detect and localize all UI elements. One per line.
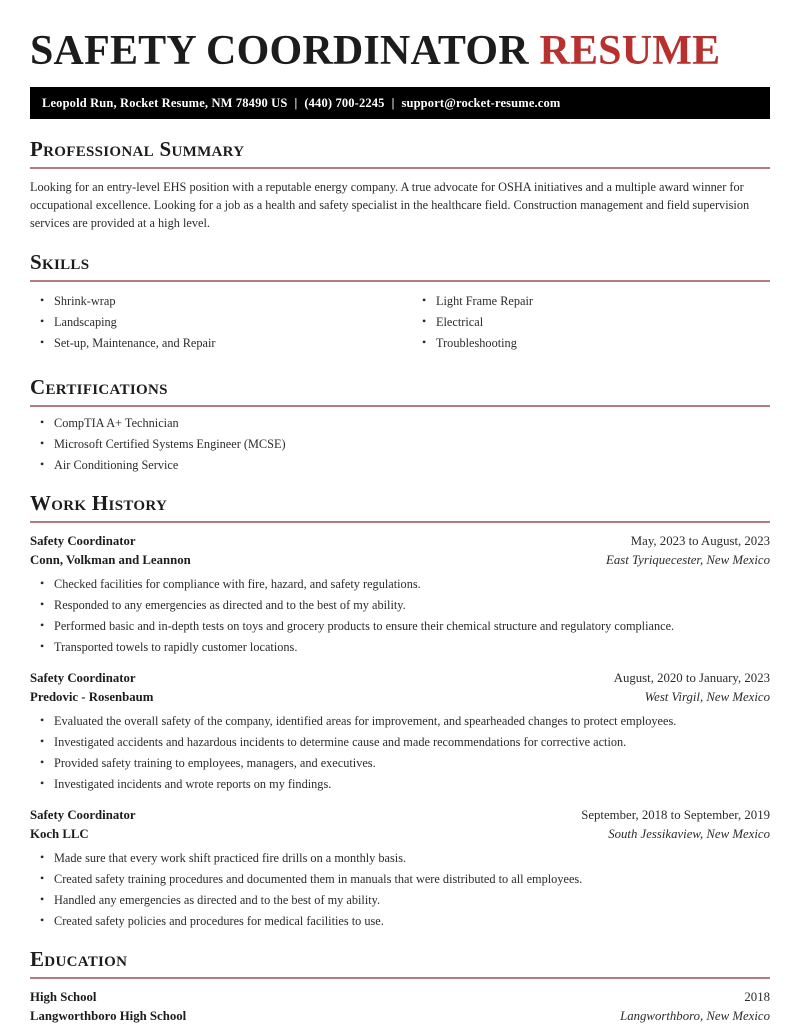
section-certifications	[0, 375, 800, 473]
list-item: • Shrink-wrap	[54, 294, 400, 309]
section-work-history	[0, 491, 800, 929]
job-title: Safety Coordinator	[30, 534, 136, 548]
job-dates: August, 2020 to January, 2023	[613, 671, 770, 685]
list-item: • Microsoft Certified Systems Engineer (MCSE)	[54, 437, 770, 452]
job-location: South Jessikaview, New Mexico	[608, 827, 770, 841]
list-item: • Investigated accidents and hazardous incidents to determine cause and made recommendations for corrective action.	[54, 735, 770, 750]
work-entry-company-row	[30, 551, 770, 570]
school-name: Langworthboro High School	[30, 1009, 187, 1023]
work-entry	[30, 806, 770, 929]
skills-list-right	[412, 294, 770, 351]
section-heading-skills: Skills	[30, 250, 90, 274]
work-entry-company-row	[30, 825, 770, 844]
job-location: East Tyriquecester, New Mexico	[606, 553, 770, 567]
page-title	[30, 26, 770, 76]
list-item: • Troubleshooting	[436, 336, 770, 351]
job-dates: May, 2023 to August, 2023	[630, 534, 770, 548]
list-item: • Handled any emergencies as directed and to the best of my ability.	[54, 893, 770, 908]
company-name: Predovic - Rosenbaum	[30, 690, 154, 704]
list-item: • Responded to any emergencies as directed and to the best of my ability.	[54, 598, 770, 613]
job-dates: September, 2018 to September, 2019	[581, 808, 770, 822]
section-heading-summary: Professional Summary	[30, 137, 245, 161]
list-item: • CompTIA A+ Technician	[54, 416, 770, 431]
section-education	[0, 947, 800, 1026]
resume-header	[0, 0, 800, 76]
education-entry	[30, 988, 770, 1026]
contact-phone[interactable]: (440) 700-2245	[304, 95, 385, 110]
list-item: • Performed basic and in-depth tests on toys and grocery products to ensure their chemical structure and regulatory compliance.	[54, 619, 770, 634]
work-entry-title-row	[30, 806, 770, 825]
contact-bar	[30, 87, 770, 119]
list-item: • Evaluated the overall safety of the company, identified areas for improvement, and spearheaded changes to protect employees.	[54, 714, 770, 729]
work-entry-title-row	[30, 669, 770, 688]
education-degree-row	[30, 988, 770, 1007]
work-entry-title-row	[30, 532, 770, 551]
list-item: • Checked facilities for compliance with fire, hazard, and safety regulations.	[54, 577, 770, 592]
contact-address: Leopold Run, Rocket Resume, NM 78490 US	[42, 95, 288, 110]
section-divider	[30, 167, 770, 169]
list-item: • Transported towels to rapidly customer locations.	[54, 640, 770, 655]
job-location: West Virgil, New Mexico	[644, 690, 770, 704]
degree-year: 2018	[744, 990, 770, 1004]
work-entry	[30, 532, 770, 655]
skills-column-right	[400, 291, 770, 357]
list-item: • Created safety training procedures and documented them in manuals that were distributed to all employees.	[54, 872, 770, 887]
company-name: Koch LLC	[30, 827, 89, 841]
work-entry-bullets	[30, 714, 770, 792]
job-title: Safety Coordinator	[30, 671, 136, 685]
section-heading-work-history: Work History	[30, 491, 168, 515]
summary-paragraph: Looking for an entry-level EHS position with a reputable energy company. A true advocate for OSHA initiatives and a multiple award winner for occupational excellence. Looking for a job as a health and safety specialist in the healthcare field. Construction management and field supervision services are provided at a high level.	[30, 180, 750, 230]
contact-separator-1: |	[294, 95, 298, 110]
degree-name: High School	[30, 990, 97, 1004]
work-entry	[30, 669, 770, 792]
list-item: • Electrical	[436, 315, 770, 330]
list-item: • Created safety policies and procedures for medical facilities to use.	[54, 914, 770, 929]
section-heading-education: Education	[30, 947, 128, 971]
work-entry-bullets	[30, 851, 770, 929]
work-entry-company-row	[30, 688, 770, 707]
section-divider	[30, 405, 770, 407]
work-entry-bullets	[30, 577, 770, 655]
page-title-accent: RESUME	[539, 28, 721, 74]
list-item: • Provided safety training to employees, managers, and executives.	[54, 756, 770, 771]
skills-columns	[30, 291, 770, 357]
school-location: Langworthboro, New Mexico	[620, 1009, 770, 1023]
section-divider	[30, 977, 770, 979]
section-divider	[30, 280, 770, 282]
list-item: • Air Conditioning Service	[54, 458, 770, 473]
contact-email[interactable]: support@rocket-resume.com	[401, 95, 561, 110]
list-item: • Set-up, Maintenance, and Repair	[54, 336, 400, 351]
list-item: • Light Frame Repair	[436, 294, 770, 309]
list-item: • Investigated incidents and wrote reports on my findings.	[54, 777, 770, 792]
education-school-row	[30, 1007, 770, 1026]
page-title-main: SAFETY COORDINATOR	[30, 28, 529, 74]
skills-column-left	[30, 291, 400, 357]
section-skills	[0, 250, 800, 357]
section-professional-summary	[0, 137, 800, 232]
company-name: Conn, Volkman and Leannon	[30, 553, 191, 567]
list-item: • Made sure that every work shift practiced fire drills on a monthly basis.	[54, 851, 770, 866]
list-item: • Landscaping	[54, 315, 400, 330]
job-title: Safety Coordinator	[30, 808, 136, 822]
section-heading-certifications: Certifications	[30, 375, 168, 399]
certifications-list	[30, 416, 770, 473]
section-divider	[30, 521, 770, 523]
contact-separator-2: |	[391, 95, 395, 110]
skills-list-left	[30, 294, 400, 351]
